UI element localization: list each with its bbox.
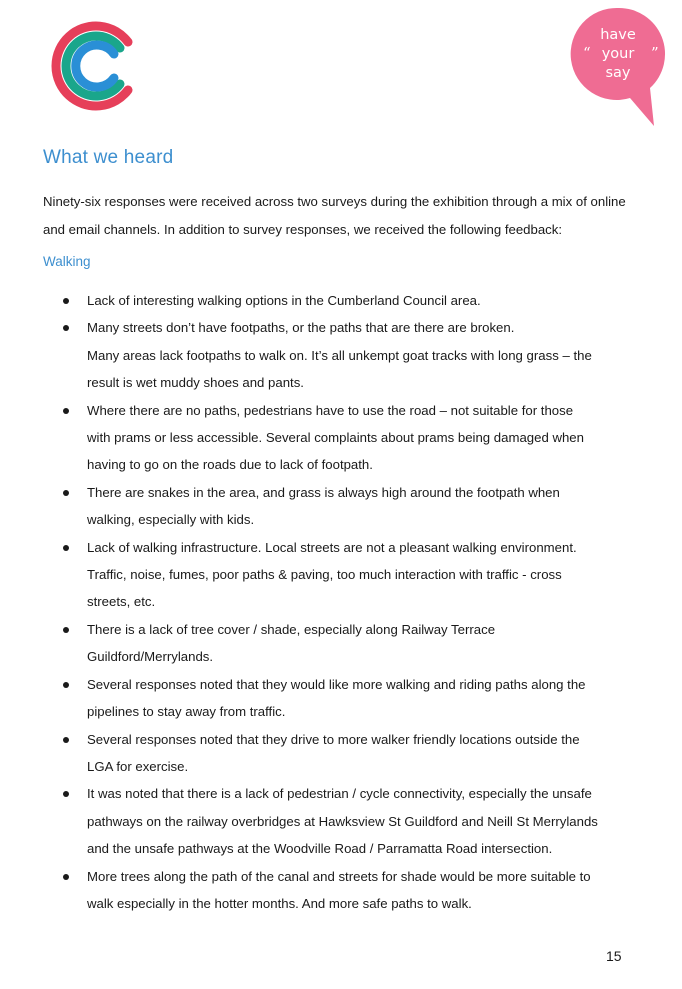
page-number: 15 <box>606 948 622 964</box>
list-item-line: pathways on the railway overbridges at Hawksview St Guildford and Neill St Merrylands <box>87 813 598 829</box>
council-logo <box>48 18 140 114</box>
bullet-icon <box>63 545 69 551</box>
svg-text:“: “ <box>583 44 591 62</box>
bullet-icon <box>63 298 69 304</box>
list-item-line: It was noted that there is a lack of pedestrian / cycle connectivity, especially the unsafe <box>87 786 592 802</box>
bullet-icon <box>63 408 69 414</box>
list-item <box>0 616 627 671</box>
list-item <box>0 314 627 396</box>
list-item-line: walk especially in the hotter months. And more safe paths to walk. <box>87 895 472 911</box>
have-your-say-badge <box>568 6 678 132</box>
list-item-line: result is wet muddy shoes and pants. <box>87 375 304 391</box>
feedback-list <box>0 287 640 917</box>
list-item-line: Lack of interesting walking options in the Cumberland Council area. <box>87 293 481 308</box>
list-item <box>0 671 627 726</box>
list-item-line: walking, especially with kids. <box>87 512 255 528</box>
bullet-icon <box>63 791 69 797</box>
list-item <box>0 287 627 314</box>
list-item <box>0 479 627 534</box>
list-item-line: LGA for exercise. <box>87 758 189 774</box>
bullet-icon <box>63 682 69 688</box>
list-item <box>0 780 627 862</box>
bullet-icon <box>63 627 69 633</box>
list-item-line: pipelines to stay away from traffic. <box>87 704 286 720</box>
list-item-line: with prams or less accessible. Several complaints about prams being damaged when <box>87 430 584 446</box>
badge-line-say: say <box>605 65 631 81</box>
badge-line-your: your <box>601 46 635 62</box>
list-item <box>0 397 627 479</box>
list-item-line: Many streets don’t have footpaths, or the paths that are there are broken. <box>87 320 515 336</box>
list-item <box>0 863 627 918</box>
list-item-line: There is a lack of tree cover / shade, especially along Railway Terrace <box>87 621 496 637</box>
intro-paragraph: Ninety-six responses were received across two surveys during the exhibition through a mix of online and email channels. In addition to survey responses, we received the following feedback: <box>43 194 626 237</box>
list-item-line: Lack of walking infrastructure. Local streets are not a pleasant walking environment. <box>87 539 577 555</box>
bullet-icon <box>63 490 69 496</box>
badge-line-have: have <box>600 27 636 43</box>
list-item-line: and the unsafe pathways at the Woodville Road / Parramatta Road intersection. <box>87 841 553 857</box>
list-item-line: Several responses noted that they would like more walking and riding paths along the <box>87 676 586 692</box>
list-item-line: Several responses noted that they drive to more walker friendly locations outside the <box>87 731 580 747</box>
subheading-walking: Walking <box>43 254 91 269</box>
list-item <box>0 726 627 781</box>
list-item-line: streets, etc. <box>87 594 156 610</box>
list-item <box>0 534 627 616</box>
list-item-line: More trees along the path of the canal and streets for shade would be more suitable to <box>87 868 591 884</box>
bullet-icon <box>63 874 69 880</box>
svg-text:”: ” <box>651 44 659 62</box>
list-item-line: Guildford/Merrylands. <box>87 649 214 665</box>
list-item-line: Where there are no paths, pedestrians have to use the road – not suitable for those <box>87 402 574 418</box>
section-title: What we heard <box>43 147 174 168</box>
list-item-line: Traffic, noise, fumes, poor paths & paving, too much interaction with traffic - cross <box>87 567 562 583</box>
bullet-icon <box>63 737 69 743</box>
list-item-line: There are snakes in the area, and grass is always high around the footpath when <box>87 484 560 500</box>
bullet-icon <box>63 325 69 331</box>
list-item-line: having to go on the roads due to lack of footpath. <box>87 457 373 473</box>
list-item-line: Many areas lack footpaths to walk on. It’s all unkempt goat tracks with long grass – the <box>87 347 592 363</box>
